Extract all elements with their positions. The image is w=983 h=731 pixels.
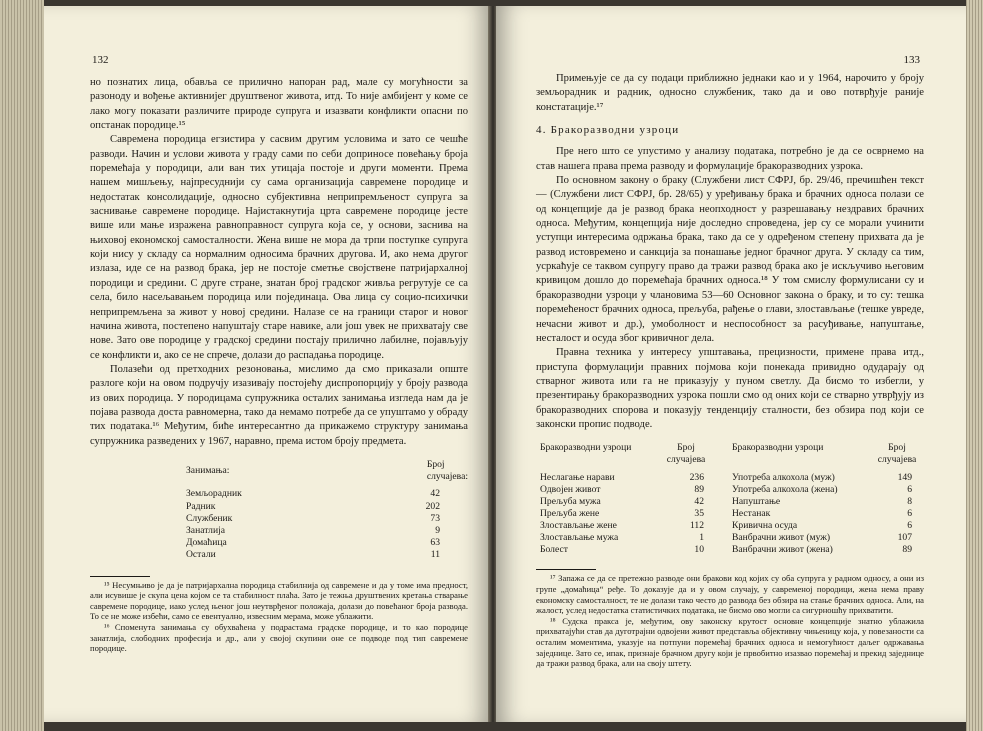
footnote: ¹⁶ Споменута занимања су обухваћена у подрастама градске породице, и то као породице занатлија, слободних професија и др., али у својој скупини оне се подводе под тип савремене породице. xyxy=(90,621,468,654)
table-row xyxy=(540,496,922,508)
paragraph: но познатих лица, обавља се прилично напоран рад, мале су могућности за разоноду и вођење активнијег друштвеног живота, итд. То није амбијент у коме се лако могу показати различите природе супруга и изазвати конфликти опасни по опстанак породице.¹⁵ xyxy=(90,77,468,132)
table-cell: Злостављање жене xyxy=(540,519,617,531)
page-number: 132 xyxy=(92,54,109,66)
table-cell: Кривична осуда xyxy=(732,519,798,531)
paragraph: Полазећи од претходних резоновања, мислимо да смо приказали опште разлоге који на овом подручју изазивају постојећу диспропорцију у броју развода из ових породица. У породицама супружника осталих занимања изгледа нам да је појава развода доста равномерна, тако да немамо потребе да се упуштамо у обраду тих података.¹⁶ Међутим, биће интересантно да прикажемо структуру занимања супружника разведених у 1967, наравно, према истом броју предмета. xyxy=(90,363,468,447)
table-cell: Службеник xyxy=(186,512,233,524)
left-page xyxy=(44,6,490,722)
table-row xyxy=(186,501,468,513)
section-heading: 4. Бракоразводни узроци xyxy=(536,124,680,137)
table-cell: 202 xyxy=(425,500,440,512)
table-cell: Прељуба мужа xyxy=(540,495,601,507)
table-cell: Употреба алкохола (муж) xyxy=(732,472,835,484)
table-cell: 1 xyxy=(699,531,704,543)
table-row xyxy=(540,508,922,520)
table-row xyxy=(540,532,922,544)
table-cell: 9 xyxy=(435,524,440,536)
table-row xyxy=(540,472,922,484)
column-header: Занимања: xyxy=(186,465,230,477)
right-page xyxy=(496,6,966,722)
table-cell: 6 xyxy=(907,519,912,531)
table-cell: Радник xyxy=(186,500,216,512)
footnote-divider xyxy=(90,576,150,577)
table-cell: 63 xyxy=(430,537,440,549)
table-cell: Неслагање нарави xyxy=(540,472,615,484)
table-cell: 73 xyxy=(430,512,440,524)
footnotes xyxy=(536,573,924,668)
column-header: Бракоразводни узроци xyxy=(732,442,824,454)
footnote: ¹⁸ Судска пракса је, међутим, ову законску крутост основне концепције знатно ублажила прихватајући став да дуготрајни одвојени живот представља објективну чињеницу која, у повезаности са осталим моментима, указује на потпуни поремећај брачних односа и немогућност даљег одржавања заједнице. Зато се, ипак, признаје брачном другу који је првобитно изазвао поремећај и прекид заједнице да тражи развод брака, али на своју штету. xyxy=(536,615,924,669)
table-cell: 6 xyxy=(907,507,912,519)
table-row xyxy=(540,484,922,496)
table-cell: Домаћица xyxy=(186,537,227,549)
book-page-edges-right xyxy=(966,0,983,731)
footnote-divider xyxy=(536,569,596,570)
table-cell: 8 xyxy=(907,495,912,507)
left-body xyxy=(90,76,468,654)
table-row xyxy=(186,537,468,549)
column-header: Број случајева: xyxy=(426,458,469,483)
table-cell: 6 xyxy=(907,483,912,495)
table-row xyxy=(186,549,468,561)
table-cell: Злостављање мужа xyxy=(540,531,619,543)
paragraph: По основном закону о браку (Службени лист СФРЈ, бр. 29/46, пречишћен текст — (Службени лист СФРЈ, бр. 28/65) у уређивању брака и брачних односа полази се од концепције да је развод брака неопходност у разрешавању нездравих брачних односа. Међутим, концепција није доследно спроведена, јер су се морали учинити уступци интересима одржања брака, тако да се у одређеном степену прихвата да је развод истовремено и санкција за понашање једног брачног друга. У складу са тим, усркаћује се таквом супругу право да тражи развод брака ако је искључиво његовим кривицом дошло до поремећаја брачних односа.¹⁸ У том смислу формулисани су и бракоразводни узроци у члановима 53—60 Основног закона о браку, и то су: тешка поремећеност брачних односа, прељуба, рађење о глави, злостављање (тешке увреде, нечасни живот и др.), умоболност и неспособност за расуђивање, напуштање, несталост и осуда због кривичног дела. xyxy=(536,175,924,344)
table-cell: Напуштање xyxy=(732,495,781,507)
paragraph: Примењује се да су подаци приближно једнаки као и у 1964, нарочито у броју земљорадник и радник, односно службеник, тако да и ово потврђује раније констатације.¹⁷ xyxy=(536,73,924,113)
paragraph: Правна техника у интересу упштавања, прецизности, примене права итд., приступа формулацији правних појмова који понекада привидно одударају од стварног живота или га не приказују у пуном светлу. Да бисмо то избегли, у презентирању бракоразводних узрока пошли смо од оних који се стварно утврђују из бракоразводних спорова и показују тенденцију сталности, без обзира под који се законски пропис подводе. xyxy=(536,347,924,430)
table-cell: 89 xyxy=(902,543,912,555)
table-cell: Употреба алкохола (жена) xyxy=(732,483,838,495)
table-cell: 35 xyxy=(694,507,704,519)
table-row xyxy=(540,544,922,556)
book-page-edges-left xyxy=(0,0,44,731)
table-cell: Ванбрачни живот (муж) xyxy=(732,531,831,543)
table-cell: Прељуба жене xyxy=(540,507,600,519)
paragraph: Пре него што се упустимо у анализу података, потребно је да се осврнемо на став нашега права према разводу и формулације бракоразводних узрока. xyxy=(536,146,924,172)
page-number: 133 xyxy=(903,54,920,66)
column-header: Број случајева xyxy=(877,442,917,466)
footnote: ¹⁷ Запажа се да се претежно разводе они бракови код којих су оба супруга у радном односу, а они из групе „домаћица“ ређе. То доказује да и у овом случају, у савременој породици, жена нема праву економску самосталност, те не долази тако често до развода без обзира на стање брачних односа. Али, на жалост, услед недостатка статистичких података, не бисмо ово могли са сигурношћу прихватити. xyxy=(536,573,924,616)
table-cell: 42 xyxy=(430,488,440,500)
table-cell: 112 xyxy=(689,519,704,531)
table-cell: Одвојен живот xyxy=(540,483,601,495)
table-cell: 236 xyxy=(689,472,704,484)
divorce-causes-table xyxy=(540,442,922,555)
table-cell: Занатлија xyxy=(186,524,226,536)
table-cell: 10 xyxy=(694,543,704,555)
occupation-table xyxy=(186,459,468,562)
table-cell: 89 xyxy=(694,483,704,495)
footnote: ¹⁵ Несумњиво је да је патријархална породица стабилнија од савремене и да у томе има предност, али исувише је скупа цена којом се та стабилност плаћа. Зато је тежња друштвених кретања стварање савремене породице, иако услед њеног још неутврђеног положаја, долази до повећаног броја развода. То се не може избећи, само се евентуално, извесним мерама, може ублажити. xyxy=(90,579,468,622)
table-cell: 42 xyxy=(694,495,704,507)
paragraph: Савремена породица егзистира у сасвим другим условима и зато се чешће разводи. Начин и услови живота у граду сами по себи доприносе повећању броја поремећаја у породици, али ван тих утицаја постоје и други моменти. Према нашем мишљењу, најпресуднији су сама организација савремене породице и недостатак консолидације, односно субјективна неприпремљеност супруга за заснивање савремене породице. Најистакнутија црта савремене породице јесте више или мање изражена равноправност супруга која се, у основи, заснива на њиховој економској самосталности. Жена више не мора да трпи поступке супруга који нису у складу са нормалним односима брачних другова. И, ако нема другог излаза, иде се на развод брака, јер не постоје сметње својствене патријархалној породици и средини. С друге стране, знатан број градског живља регрутује се са села, било насељавањем породица или појединаца. Ова лица су социо-психички неприпремљена за живот у новој средини. Налазе се на граници старог и новог начина живота, постепено напуштају старе навике, али још увек не прихватају све нове. Зато ове породице у градској средини постају прилично лабилне, појављују се конфликти и, ако се не спрече, долази до распадања породице. xyxy=(90,134,468,361)
footnotes xyxy=(90,580,468,654)
table-cell: Болест xyxy=(540,543,568,555)
column-header: Бракоразводни узроци xyxy=(540,442,632,454)
table-cell: 107 xyxy=(897,531,912,543)
right-body xyxy=(536,72,924,669)
table-cell: 149 xyxy=(897,472,912,484)
table-row xyxy=(186,513,468,525)
column-header: Број случајева xyxy=(666,442,706,466)
table-row xyxy=(186,525,468,537)
table-row xyxy=(186,488,468,500)
table-cell: Земљорадник xyxy=(186,488,242,500)
table-cell: Нестанак xyxy=(732,507,771,519)
table-cell: 11 xyxy=(430,549,440,561)
table-cell: Остали xyxy=(186,549,216,561)
table-cell: Ванбрачни живот (жена) xyxy=(732,543,833,555)
table-row xyxy=(540,520,922,532)
